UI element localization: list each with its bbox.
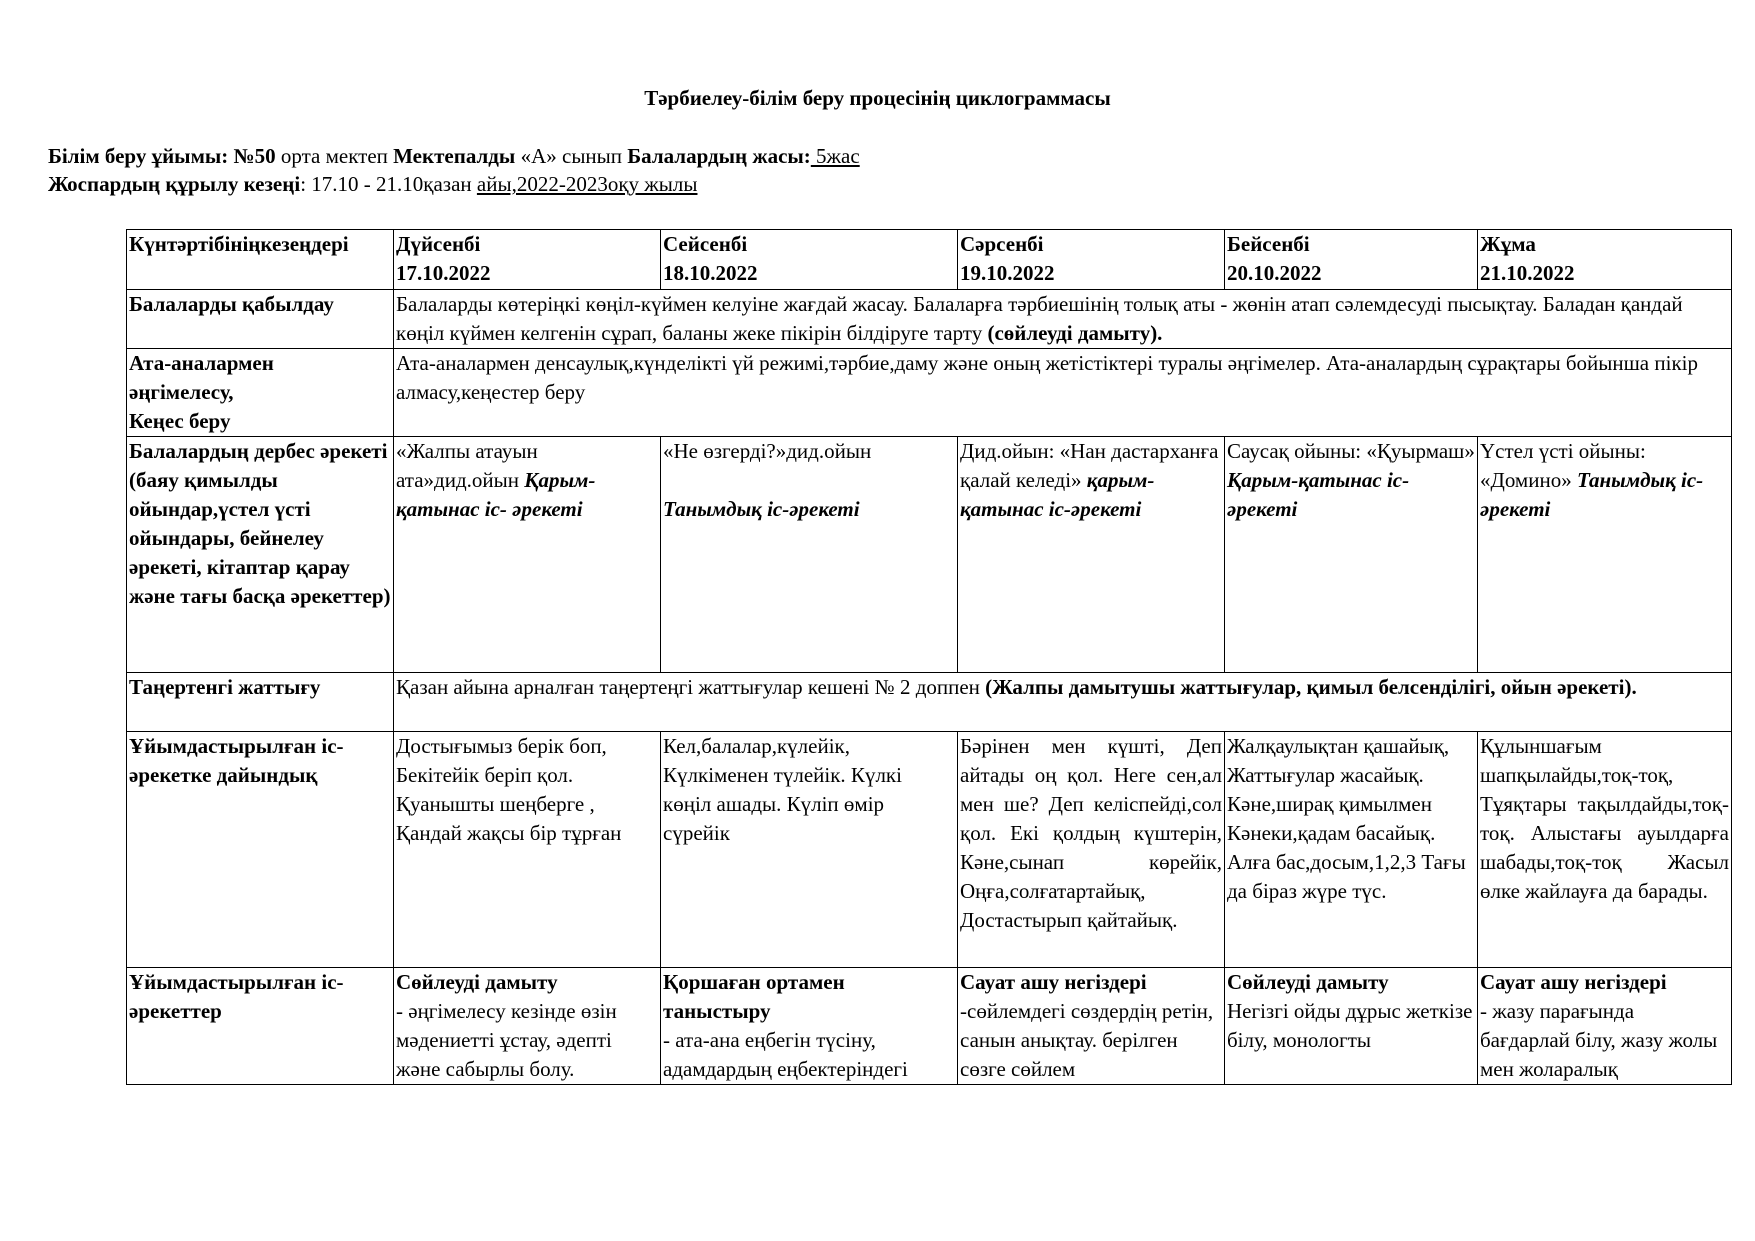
group-value: «А» сынып: [515, 144, 628, 168]
period-dates: : 17.10 - 21.10қазан: [300, 172, 477, 196]
header-day: [1225, 230, 1478, 290]
header-schedule: Күнтәртібініңкезеңдері: [127, 230, 394, 290]
activity-cell: [1225, 968, 1478, 1085]
period-year: айы,2022-2023оқу жылы: [476, 172, 698, 196]
day-name: Бейсенбі: [1227, 232, 1310, 256]
exercise-text: Қазан айына арналған таңертеңгі жаттығулар кешені № 2 доппен: [396, 675, 986, 699]
header-row: [127, 230, 1732, 290]
age-label: Балалардың жасы:: [627, 144, 811, 168]
table-row: [127, 673, 1732, 732]
header-day: [958, 230, 1225, 290]
row-label-activities: Ұйымдастырылған іс-әрекеттер: [127, 968, 394, 1085]
day-name: Дүйсенбі: [396, 232, 481, 256]
cell-text: Дид.ойын: «Нан дастарханға қалай келеді»: [960, 439, 1219, 492]
activity-text: - ата-ана еңбегін түсіну, адамдардың еңбектеріндегі: [663, 1028, 908, 1081]
exercise-cell: [394, 673, 1732, 732]
preparation-cell: Достығымыз берік боп, Бекітейік беріп қол. Қуанышты шеңберге , Қандай жақсы бір тұрған: [394, 732, 661, 968]
independent-cell: [1225, 437, 1478, 673]
reception-cell: [394, 290, 1732, 349]
org-label: Білім беру ұйымы: №50: [48, 144, 276, 168]
activity-text: -сөйлемдегі сөздердің ретін, санын анықтау. берілген сөзге сөйлем: [960, 999, 1214, 1081]
day-name: Жұма: [1480, 232, 1536, 256]
row-label-parents: [127, 349, 394, 437]
cell-text: Саусақ ойыны: «Қуырмаш»: [1227, 439, 1475, 463]
period-label: Жоспардың құрылу кезеңі: [48, 172, 301, 196]
cell-text: «Не өзгерді?»дид.ойын: [663, 439, 872, 463]
row-label-preparation: Ұйымдастырылған іс-әрекетке дайындық: [127, 732, 394, 968]
page-title: Тәрбиелеу-білім беру процесінің циклограммасы: [644, 86, 1111, 110]
day-date: 21.10.2022: [1480, 261, 1575, 285]
day-name: Сәрсенбі: [960, 232, 1044, 256]
table-row: [127, 290, 1732, 349]
row-label-sub: (баяу қимылды ойындар,үстел үсті ойындары, бейнелеу әрекеті, кітаптар қарау және тағы басқа әрекеттер): [129, 468, 391, 608]
row-label-line: Балалардың дербес әрекеті: [129, 439, 388, 463]
cell-category: Танымдық іс-әрекеті: [1480, 468, 1704, 521]
age-value: 5жас: [810, 144, 860, 168]
activity-cell: [1478, 968, 1732, 1085]
activity-cell: [394, 968, 661, 1085]
cell-text: Үстел үсті ойыны: «Домино»: [1480, 439, 1646, 492]
org-line: [48, 144, 860, 168]
activity-title: Сөйлеуді дамыту: [396, 970, 558, 994]
activity-title: Сөйлеуді дамыту: [1227, 970, 1389, 994]
day-date: 18.10.2022: [663, 261, 758, 285]
org-value: орта мектеп: [275, 144, 394, 168]
row-label-line: Ата-аналармен: [129, 351, 274, 375]
preparation-cell: Бәрінен мен күшті, Деп айтады оң қол. Неге сен,ал мен ше? Деп келіспейді,сол қол. Екі қолдың күштерін, Кәне,сынап көрейік, Оңға,солғатартайық, Достастырып қайтайық.: [958, 732, 1225, 968]
reception-text: Балаларды көтеріңкі көңіл-күймен келуіне жағдай жасау. Балаларға тәрбиешінің толық аты - жөнін атап сәлемдесуді пысықтау. Баладан қандай көңіл күймен келгенін сұрап, баланы жеке пікірін білдіруге тарту: [396, 292, 1683, 345]
preparation-cell: Құлыншағым шапқылайды,тоқ-тоқ, Тұяқтары тақылдайды,тоқ-тоқ. Алыстағы ауылдарға шабады,тоқ-тоқ Жасыл өлке жайлауға да барады.: [1478, 732, 1732, 968]
day-date: 17.10.2022: [396, 261, 491, 285]
header-day: [394, 230, 661, 290]
row-label-line: Кеңес беру: [129, 409, 231, 433]
header-day: [1478, 230, 1732, 290]
activity-text: - жазу парағында бағдарлай білу, жазу жолы мен жоларалық: [1480, 999, 1718, 1081]
activity-title: Сауат ашу негіздері: [960, 970, 1147, 994]
activity-title: Сауат ашу негіздері: [1480, 970, 1667, 994]
activity-cell: [958, 968, 1225, 1085]
cell-category: Танымдық іс-әрекеті: [663, 497, 860, 521]
activity-text: Негізгі ойды дұрыс жеткізе білу, монологты: [1227, 999, 1473, 1052]
row-label-reception: Балаларды қабылдау: [127, 290, 394, 349]
independent-cell: [1478, 437, 1732, 673]
header-day: [661, 230, 958, 290]
activity-text: - әңгімелесу кезінде өзін мәдениетті ұстау, әдепті және сабырлы болу.: [396, 999, 617, 1081]
day-name: Сейсенбі: [663, 232, 748, 256]
table-row: [127, 732, 1732, 968]
cell-category: Қарым-қатынас іс- әрекеті: [396, 468, 596, 521]
group-label: Мектепалды: [393, 144, 516, 168]
row-label-line: әңгімелесу,: [129, 380, 234, 404]
independent-cell: [661, 437, 958, 673]
activity-title: Қоршаған ортамен таныстыру: [663, 970, 845, 1023]
table-row: [127, 349, 1732, 437]
activity-cell: [661, 968, 958, 1085]
day-date: 20.10.2022: [1227, 261, 1322, 285]
cyclogram-table: [126, 229, 1732, 1085]
table-row: [127, 437, 1732, 673]
row-label-independent: [127, 437, 394, 673]
cell-category: Қарым-қатынас іс-әрекеті: [1227, 468, 1410, 521]
table-row: [127, 968, 1732, 1085]
preparation-cell: Жалқаулықтан қашайық, Жаттығулар жасайық. Кәне,ширақ қимылмен Кәнеки,қадам басайық. Алға бас,досым,1,2,3 Тағы да біраз жүре түс.: [1225, 732, 1478, 968]
reception-tag: (сөйлеуді дамыту).: [987, 321, 1163, 345]
independent-cell: [958, 437, 1225, 673]
day-date: 19.10.2022: [960, 261, 1055, 285]
row-label-exercise: Таңертенгі жаттығу: [127, 673, 394, 732]
period-line: [48, 172, 697, 196]
parents-cell: Ата-аналармен денсаулық,күнделікті үй режимі,тәрбие,даму және оның жетістіктері туралы әңгімелер. Ата-аналардың сұрақтары бойынша пікір алмасу,кеңестер беру: [394, 349, 1732, 437]
cell-category: қарым-қатынас іс-әрекеті: [960, 468, 1155, 521]
exercise-tag: (Жалпы дамытушы жаттығулар, қимыл белсенділігі, ойын әрекеті).: [985, 675, 1637, 699]
cell-text: «Жалпы атауын ата»дид.ойын: [396, 439, 538, 492]
preparation-cell: Кел,балалар,күлейік, Күлкіменен түлейік. Күлкі көңіл ашады. Күліп өмір сүрейік: [661, 732, 958, 968]
independent-cell: [394, 437, 661, 673]
